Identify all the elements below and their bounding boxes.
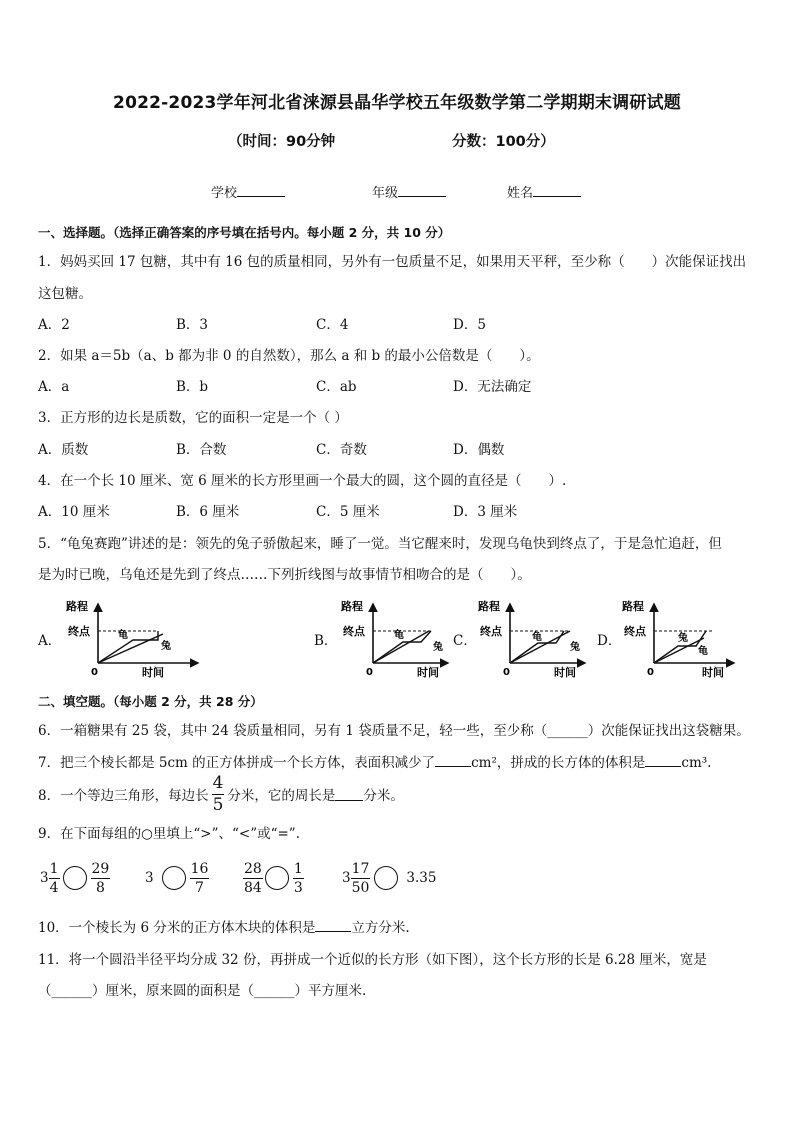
q9g2-left: 3: [145, 870, 154, 886]
q10-part2: 立方分米.: [351, 920, 410, 936]
q5d-turtle-label: 龟: [698, 646, 708, 657]
q8-part2: 分米，它的周长是: [227, 788, 336, 804]
q3-option-a[interactable]: A．质数: [38, 442, 89, 458]
q9g1-den: 4: [49, 879, 59, 896]
q7-blank-area[interactable]: [435, 753, 471, 767]
q5-text-line1: 5．“龟兔赛跑”讲述的是：领先的兔子骄傲起来，睡了一觉。当它醒来时，发现乌龟快到终点了，于是急忙追赶，但: [38, 536, 722, 552]
q8-fraction: [212, 772, 225, 815]
q8-blank[interactable]: [335, 787, 363, 801]
q7-text: [38, 751, 711, 771]
school-blank[interactable]: [237, 183, 285, 197]
q5-option-b[interactable]: B．: [314, 633, 338, 649]
q9g3-right-num: 1: [293, 860, 303, 877]
q5d-finish-label: 终点: [624, 625, 646, 638]
q9g4-whole: 3: [342, 870, 351, 886]
q5d-rabbit-label: 兔: [678, 633, 688, 644]
q9g4-fraction: [351, 862, 371, 895]
q5-option-c[interactable]: C．: [453, 633, 477, 649]
q10-part1: 10．一个棱长为 6 分米的正方体木块的体积是: [38, 920, 316, 936]
q10-blank[interactable]: [315, 918, 351, 932]
page-title: 2022-2023学年河北省涞源县晶华学校五年级数学第二学期期末调研试题: [113, 93, 681, 113]
q9-group-2: [145, 857, 209, 899]
q1-option-c[interactable]: C．4: [316, 317, 349, 333]
q9g2-right-num: 16: [190, 860, 209, 877]
q5-option-a[interactable]: A．: [38, 633, 62, 649]
q5-option-d[interactable]: D．: [597, 633, 622, 649]
q4-option-c[interactable]: C．5 厘米: [316, 504, 380, 520]
q1-text-line2: 这包糖。: [38, 286, 92, 302]
q1-option-a[interactable]: A．2: [38, 317, 70, 333]
q1-option-b[interactable]: B．3: [176, 317, 209, 333]
name-label: 姓名: [507, 186, 534, 201]
q1-option-d[interactable]: D．5: [453, 317, 486, 333]
q9-group-3: [243, 857, 304, 899]
q5-graph-c[interactable]: [470, 598, 590, 680]
q5c-rabbit-label: 兔: [570, 642, 580, 653]
q3-text: 3．正方形的边长是质数，它的面积一定是一个（ ）: [38, 410, 348, 426]
q5b-x-label: 时间: [417, 666, 439, 679]
q2-option-d[interactable]: D．无法确定: [453, 379, 532, 395]
q5c-turtle-label: 龟: [532, 632, 542, 643]
grade-blank[interactable]: [398, 183, 446, 197]
q6-text: 6．一箱糖果有 25 袋，其中 24 袋质量相同，另有 1 袋质量不足，轻一些，至少称（______）次能保证找出这袋糖果。: [38, 723, 750, 739]
q5d-x-label: 时间: [702, 666, 724, 679]
q5d-y-label: 路程: [622, 600, 644, 613]
name-blank[interactable]: [533, 183, 581, 197]
q9g1-whole: 3: [40, 870, 49, 886]
q5c-finish-label: 终点: [480, 625, 502, 638]
q2-option-b[interactable]: B．b: [176, 379, 209, 395]
q9g3-left-den: 84: [244, 879, 262, 896]
q3-option-d[interactable]: D．偶数: [453, 442, 505, 458]
q9g3-left-num: 28: [244, 860, 262, 877]
q4-option-d[interactable]: D．3 厘米: [453, 504, 518, 520]
q8-text: [38, 774, 404, 814]
q5b-origin-label: 0: [366, 667, 373, 678]
q4-text: 4．在一个长 10 厘米、宽 6 厘米的长方形里画一个最大的圆，这个圆的直径是（ ）.: [38, 473, 567, 489]
q5b-rabbit-label: 兔: [433, 642, 443, 653]
q11-text-line2: （______）厘米，原来圆的面积是（______）平方厘米.: [38, 983, 367, 999]
q4-option-a[interactable]: A．10 厘米: [38, 504, 110, 520]
q1-text-line1: 1．妈妈买回 17 包糖，其中有 16 包的质量相同，另外有一包质量不足，如果用天平秤，至少称（ ）次能保证找出: [38, 254, 747, 270]
q7-part1: 7．把三个棱长都是 5cm 的正方体拼成一个长方体，表面积减少了: [38, 755, 436, 771]
q9-text: 9．在下面每组的○里填上“>”、“<”或“=”.: [38, 826, 301, 842]
q9g4-right: 3.35: [406, 870, 437, 886]
school-field: [211, 182, 285, 201]
q7-blank-volume[interactable]: [645, 753, 681, 767]
q7-part2: cm²，拼成的长方体的体积是: [471, 755, 646, 771]
q5c-x-label: 时间: [554, 666, 576, 679]
q5a-finish-label: 终点: [68, 625, 90, 638]
q9g1-right-den: 8: [95, 879, 105, 896]
q5-graph-d[interactable]: [614, 598, 739, 680]
q4-option-b[interactable]: B．6 厘米: [176, 504, 240, 520]
q5b-turtle-label: 龟: [394, 630, 404, 641]
q8-fraction-denominator: 5: [212, 794, 224, 815]
q9g4-num: 17: [351, 860, 370, 877]
q5b-y-label: 路程: [341, 600, 363, 613]
q9g1-num: 1: [49, 860, 59, 877]
q8-part1: 8．一个等边三角形，每边长: [38, 788, 209, 804]
q7-part3: cm³.: [681, 755, 712, 771]
q9g2-right-fraction: [190, 862, 210, 895]
q9g1-right-num: 29: [91, 860, 110, 877]
q8-part3: 分米。: [363, 788, 404, 804]
q10-text: [38, 916, 410, 936]
q9g1-fraction: [49, 862, 60, 895]
q5c-y-label: 路程: [478, 600, 500, 613]
q5a-rabbit-label: 兔: [161, 641, 171, 652]
q9g2-compare-circle[interactable]: [162, 866, 186, 890]
q2-option-c[interactable]: C．ab: [316, 379, 357, 395]
q9g1-right-fraction: [91, 862, 111, 895]
q5-graph-b[interactable]: [333, 598, 453, 680]
q9g1-compare-circle[interactable]: [63, 866, 87, 890]
q9g3-right-fraction: [293, 862, 304, 895]
q5b-finish-label: 终点: [343, 625, 365, 638]
q9g4-den: 50: [351, 879, 370, 896]
q5a-origin-label: 0: [91, 667, 98, 678]
q9g3-right-den: 3: [293, 879, 303, 896]
exam-score: 分数：100分）: [452, 134, 555, 150]
q9-group-4: [342, 857, 436, 899]
q11-text-line1: 11．将一个圆沿半径平均分成 32 份，再拼成一个近似的长方形（如下图），这个长方形的长是 6.28 厘米，宽是: [38, 952, 707, 968]
q9g4-compare-circle[interactable]: [374, 866, 398, 890]
section1-heading: 一、选择题。（选择正确答案的序号填在括号内。每小题 2 分，共 10 分）: [38, 225, 451, 240]
q5-graph-a[interactable]: [58, 598, 203, 680]
name-field: [507, 182, 581, 201]
q9g3-compare-circle[interactable]: [265, 866, 289, 890]
section2-heading: 二、填空题。（每小题 2 分，共 28 分）: [38, 694, 263, 709]
q5-text-line2: 是为时已晚，乌龟还是先到了终点……下列折线图与故事情节相吻合的是（ ）。: [38, 567, 531, 583]
q3-option-b[interactable]: B．合数: [176, 442, 227, 458]
q5d-origin-label: 0: [647, 667, 654, 678]
q8-fraction-numerator: 4: [212, 772, 224, 793]
q9g2-right-den: 7: [195, 879, 204, 896]
q9g3-left-fraction: [243, 862, 263, 895]
grade-label: 年级: [372, 186, 399, 201]
q2-text: 2．如果 a＝5b（a、b 都为非 0 的自然数），那么 a 和 b 的最小公倍数是（ ）。: [38, 348, 540, 364]
q9-group-1: [40, 857, 110, 899]
grade-field: [372, 182, 446, 201]
q5c-origin-label: 0: [503, 667, 510, 678]
q5a-x-label: 时间: [142, 666, 164, 679]
exam-time: （时间：90分钟: [228, 134, 336, 150]
q5a-turtle-label: 龟: [118, 630, 128, 641]
school-label: 学校: [211, 186, 238, 201]
q3-option-c[interactable]: C．奇数: [316, 442, 367, 458]
q2-option-a[interactable]: A．a: [38, 379, 70, 395]
q5a-y-label: 路程: [66, 600, 88, 613]
